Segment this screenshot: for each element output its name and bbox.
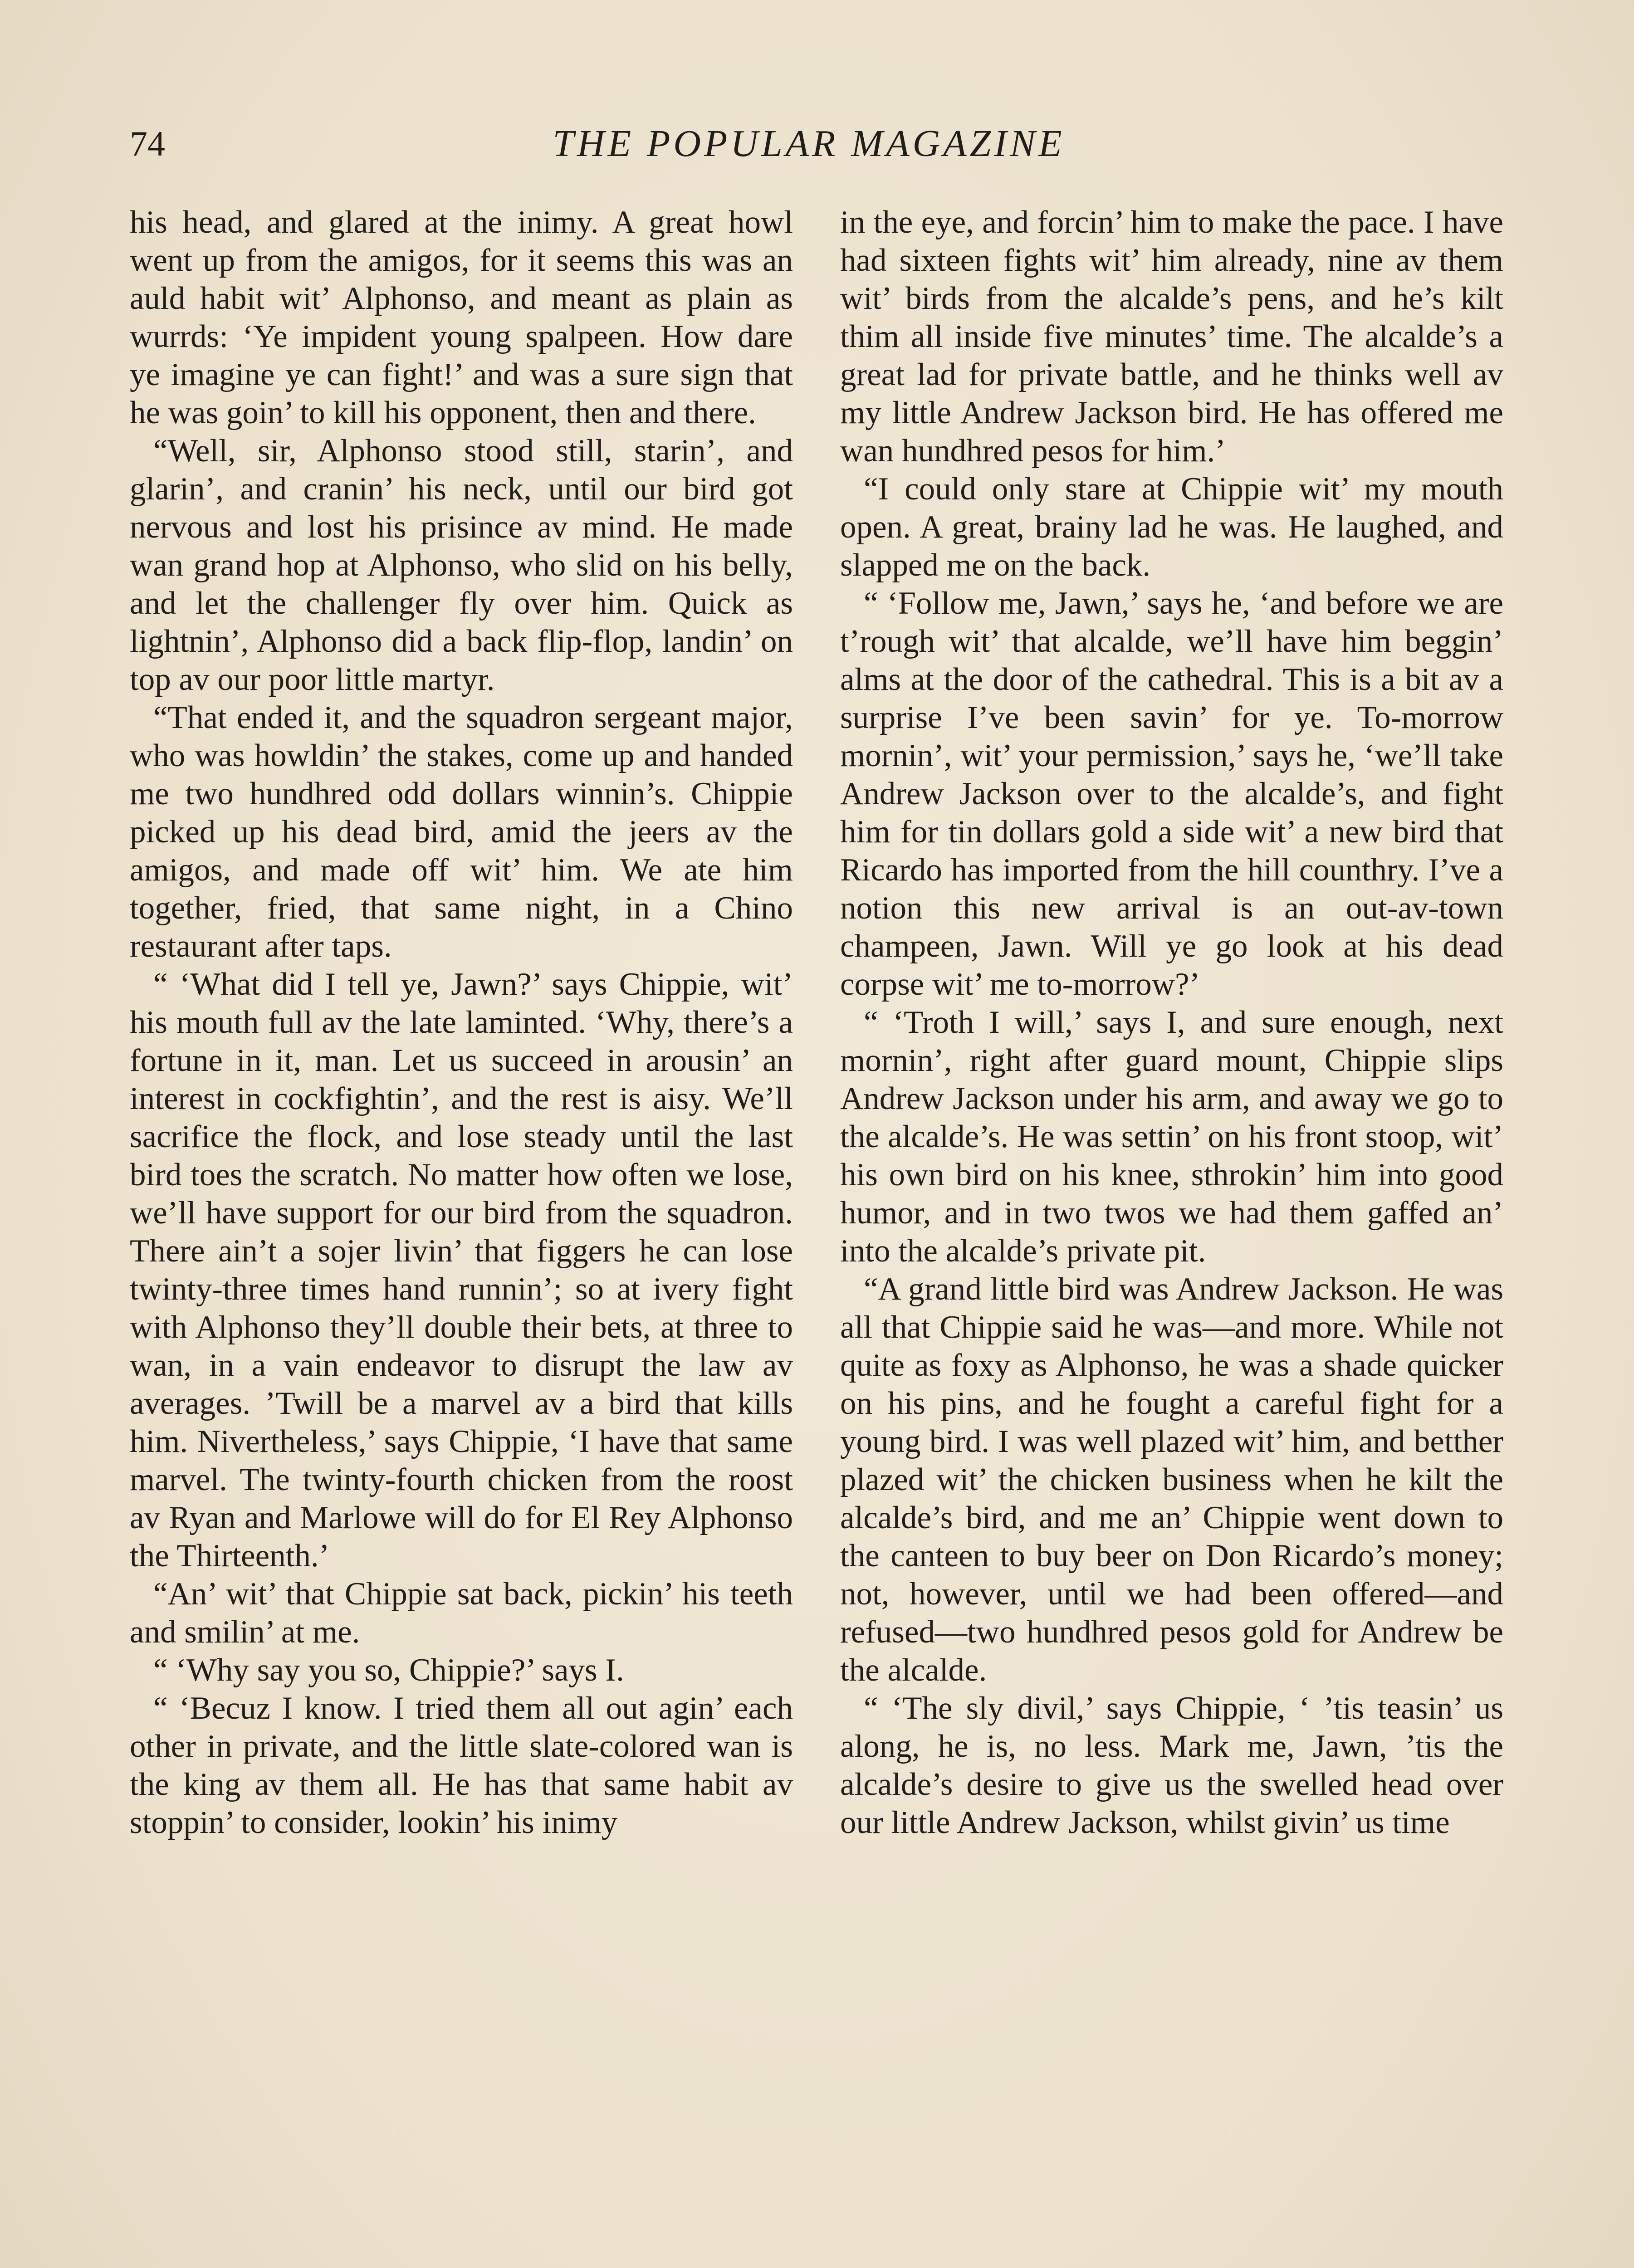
paragraph: “ ‘Becuz I know. I tried them all out agin’ each other in private, and the little slate-colored wan is the king av them all. He has that same habit av stoppin’ to consider, lookin’ his inimy — [130, 1691, 793, 1840]
right-column — [840, 203, 1503, 1842]
paragraph: “ ‘Troth I will,’ says I, and sure enough, next mornin’, right after guard mount, Chippie slips Andrew Jackson under his arm, and away we go to the alcalde’s. He was settin’ on his front stoop, wit’ his own bird on his knee, sthrokin’ him into good humor, and in two twos we had them gaffed an’ into the alcalde’s private pit. — [840, 1005, 1503, 1269]
paragraph: “Well, sir, Alphonso stood still, starin’, and glarin’, and cranin’ his neck, until our bird got nervous and lost his prisince av mind. He made wan grand hop at Alphonso, who slid on his belly, and let the challenger fly over him. Quick as lightnin’, Alphonso did a back flip-flop, landin’ on top av our poor little martyr. — [130, 433, 793, 697]
page-number: 74 — [130, 124, 165, 163]
page-header — [130, 119, 1488, 169]
running-title: THE POPULAR MAGAZINE — [553, 122, 1065, 165]
paragraph: “ ‘What did I tell ye, Jawn?’ says Chippie, wit’ his mouth full av the late laminted. ‘Why, there’s a fortune in it, man. Let us succeed in arousin’ an interest in cockfightin’, and the rest is aisy. We’ll sacrifice the flock, and lose steady until the last bird toes the scratch. No matter how often we lose, we’ll have support for our bird from the squadron. There ain’t a sojer livin’ that figgers he can lose twinty-three times hand runnin’; so at ivery fight with Alphonso they’ll double their bets, at three to wan, in a vain endeavor to disrupt the law av averages. ’Twill be a marvel av a bird that kills him. Nivertheless,’ says Chippie, ‘I have that same marvel. The twinty-fourth chicken from the roost av Ryan and Marlowe will do for El Rey Alphonso the Thirteenth.’ — [130, 967, 793, 1574]
paragraph: “ ‘Follow me, Jawn,’ says he, ‘and before we are t’rough wit’ that alcalde, we’ll have him beggin’ alms at the door of the cathedral. This is a bit av a surprise I’ve been savin’ for ye. To-morrow mornin’, wit’ your permission,’ says he, ‘we’ll take Andrew Jackson over to the alcalde’s, and fight him for tin dollars gold a side wit’ a new bird that Ricardo has imported from the hill counthry. I’ve a notion this new arrival is an out-av-town champeen, Jawn. Will ye go look at his dead corpse wit’ me to-morrow?’ — [840, 586, 1503, 1002]
paragraph: “ ‘The sly divil,’ says Chippie, ‘ ’tis teasin’ us along, he is, no less. Mark me, Jawn, ’tis the alcalde’s desire to give us the swelled head over our little Andrew Jackson, whilst givin’ us time — [840, 1691, 1503, 1840]
paragraph: “A grand little bird was Andrew Jackson. He was all that Chippie said he was—and more. While not quite as foxy as Alphonso, he was a shade quicker on his pins, and he fought a careful fight for a young bird. I was well plazed wit’ him, and betther plazed wit’ the chicken business when he kilt the alcalde’s bird, and me an’ Chippie went down to the canteen to buy beer on Don Ricardo’s money; not, however, until we had been offered—and refused—two hundhred pesos gold for Andrew be the alcalde. — [840, 1271, 1503, 1688]
paragraph: “An’ wit’ that Chippie sat back, pickin’ his teeth and smilin’ at me. — [130, 1576, 793, 1650]
paragraph: “I could only stare at Chippie wit’ my mouth open. A great, brainy lad he was. He laughed, and slapped me on the back. — [840, 471, 1503, 583]
left-column — [130, 203, 793, 1842]
paragraph: “That ended it, and the squadron sergeant major, who was howldin’ the stakes, come up and handed me two hundhred odd dollars winnin’s. Chippie picked up his dead bird, amid the jeers av the amigos, and made off wit’ him. We ate him together, fried, that same night, in a Chino restaurant after taps. — [130, 700, 793, 964]
paragraph: his head, and glared at the inimy. A great howl went up from the amigos, for it seems this was an auld habit wit’ Alphonso, and meant as plain as wurrds: ‘Ye impident young spalpeen. How dare ye imagine ye can fight!’ and was a sure sign that he was goin’ to kill his opponent, then and there. — [130, 205, 793, 430]
paragraph: in the eye, and forcin’ him to make the pace. I have had sixteen fights wit’ him already, nine av them wit’ birds from the alcalde’s pens, and he’s kilt thim all inside five minutes’ time. The alcalde’s a great lad for private battle, and he thinks well av my little Andrew Jackson bird. He has offered me wan hundhred pesos for him.’ — [840, 205, 1503, 469]
paragraph: “ ‘Why say you so, Chippie?’ says I. — [153, 1652, 624, 1688]
